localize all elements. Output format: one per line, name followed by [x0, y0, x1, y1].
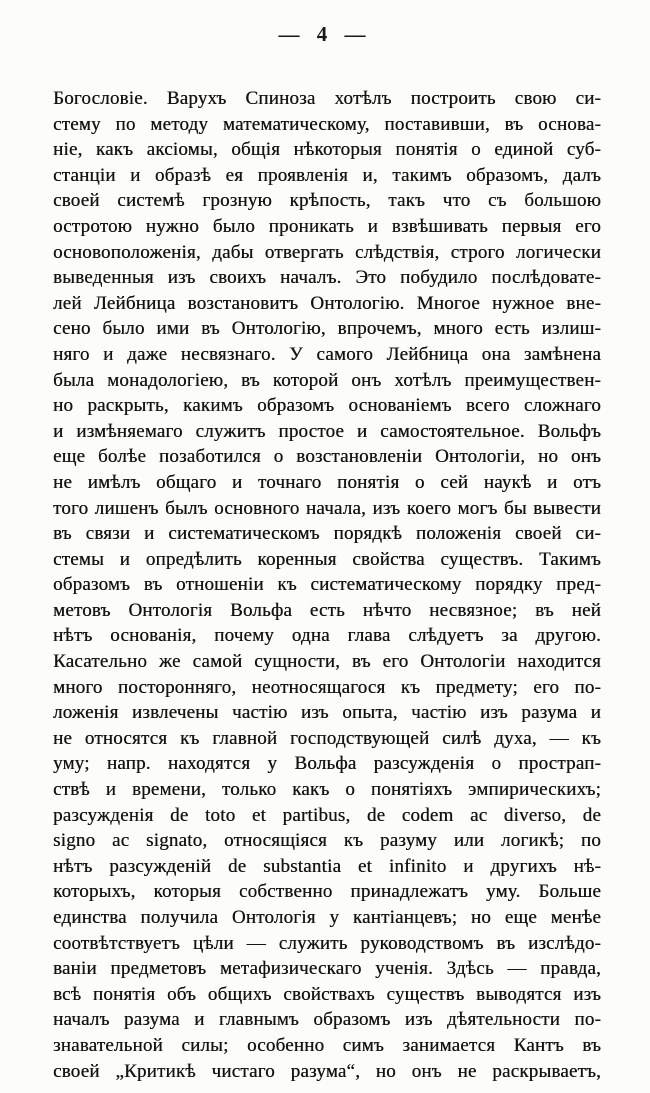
text-line: ложенія извлечены частію изъ опыта, частію изъ разума и: [53, 702, 601, 724]
text-line: которыхъ, которыя собственно принадлежатъ уму. Больше: [53, 881, 601, 903]
text-line: разсужденія de toto et partibus, de codem ac diverso, de: [53, 804, 601, 826]
text-line: своей системѣ грозную крѣпость, такъ что съ большою: [53, 190, 601, 212]
text-line: еще болѣе позаботился о возстановленіи Онтологіи, но онъ: [53, 446, 601, 468]
text-line: знавательной силы; особенно симъ занимается Кантъ въ: [53, 1034, 601, 1056]
text-line: остротою нужно было проникать и взвѣшивать первыя его: [53, 215, 601, 237]
text-line: образомъ въ отношеніи къ систематическому порядку пред-: [53, 574, 601, 596]
text-line: но раскрыть, какимъ образомъ основаніемъ всего сложнаго: [53, 395, 601, 417]
text-line: нѣтъ основанія, почему одна глава слѣдуетъ за другою.: [53, 625, 601, 647]
text-line: Богословіе. Варухъ Спиноза хотѣлъ построить свою си-: [53, 88, 601, 109]
text-line: много посторонняго, неотносящагося къ предмету; его по-: [53, 676, 601, 698]
text-line: выведенныя изъ своихъ началъ. Это побудило послѣдовате-: [53, 267, 601, 289]
text-line: Касательно же самой сущности, въ его Онтологіи находится: [53, 651, 601, 673]
text-line: станціи и образѣ ея проявленія и, такимъ образомъ, далъ: [53, 164, 601, 186]
text-line: въ связи и систематическомъ порядкѣ положенія своей си-: [53, 523, 601, 545]
text-line: стемы и опредѣлить коренныя свойства существъ. Такимъ: [53, 548, 601, 570]
text-line: метовъ Онтологія Вольфа есть нѣчто несвязное; въ ней: [53, 599, 601, 621]
text-line: не имѣлъ общаго и точнаго понятія о сей наукѣ и отъ: [53, 471, 601, 493]
page-number: — 4 —: [278, 22, 372, 46]
text-line: своей „Критикѣ чистаго разума“, но онъ не раскрываетъ,: [53, 1060, 601, 1082]
text-line: была монадологіею, въ которой онъ хотѣлъ преимуществен-: [53, 369, 601, 391]
text-line: уму; напр. находятся у Вольфа разсужденія о прострап-: [53, 753, 601, 775]
text-line: единства получила Онтологія у кантіанцевъ; но еще менѣе: [53, 907, 601, 928]
text-line: того лишенъ былъ основного начала, изъ коего могъ бы вывести: [53, 497, 601, 519]
text-line: signo ac signato, относящіяся къ разуму или логикѣ; по: [53, 830, 601, 852]
text-line: и измѣняемаго служитъ простое и самостоятельное. Вольфъ: [53, 420, 601, 442]
text-line: ствѣ и времени, только какъ о понятіяхъ эмпирическихъ;: [53, 779, 601, 801]
text-line: нѣтъ разсужденій de substantia et infinito и другихъ нѣ-: [53, 855, 601, 877]
text-line: лей Лейбница возстановитъ Онтологію. Многое нужное вне-: [53, 292, 601, 314]
text-line: няго и даже несвязнаго. У самого Лейбница она замѣнена: [53, 343, 601, 365]
text-line: началъ разума и главнымъ образомъ изъ дѣятельности по-: [53, 1009, 601, 1031]
text-line: всѣ понятія объ общихъ свойствахъ существъ выводятся изъ: [53, 983, 601, 1005]
text-line: стему по методу математическому, поставивши, въ основа-: [53, 113, 601, 135]
text-line: сено было ими въ Онтологію, впрочемъ, много есть излиш-: [53, 318, 601, 340]
text-block: [53, 86, 601, 1084]
text-line: ваніи предметовъ метафизическаго ученія. Здѣсь — правда,: [53, 958, 601, 980]
text-line: не относятся къ главной господствующей силѣ духа, — къ: [53, 727, 601, 749]
text-line: соотвѣтствуетъ цѣли — служить руководствомъ въ изслѣдо-: [53, 932, 601, 954]
text-line: ніе, какъ аксіомы, общія нѣкоторыя понятія о единой суб-: [53, 139, 601, 161]
text-line: основоположенія, дабы отвергать слѣдствія, строго логически: [53, 241, 601, 263]
